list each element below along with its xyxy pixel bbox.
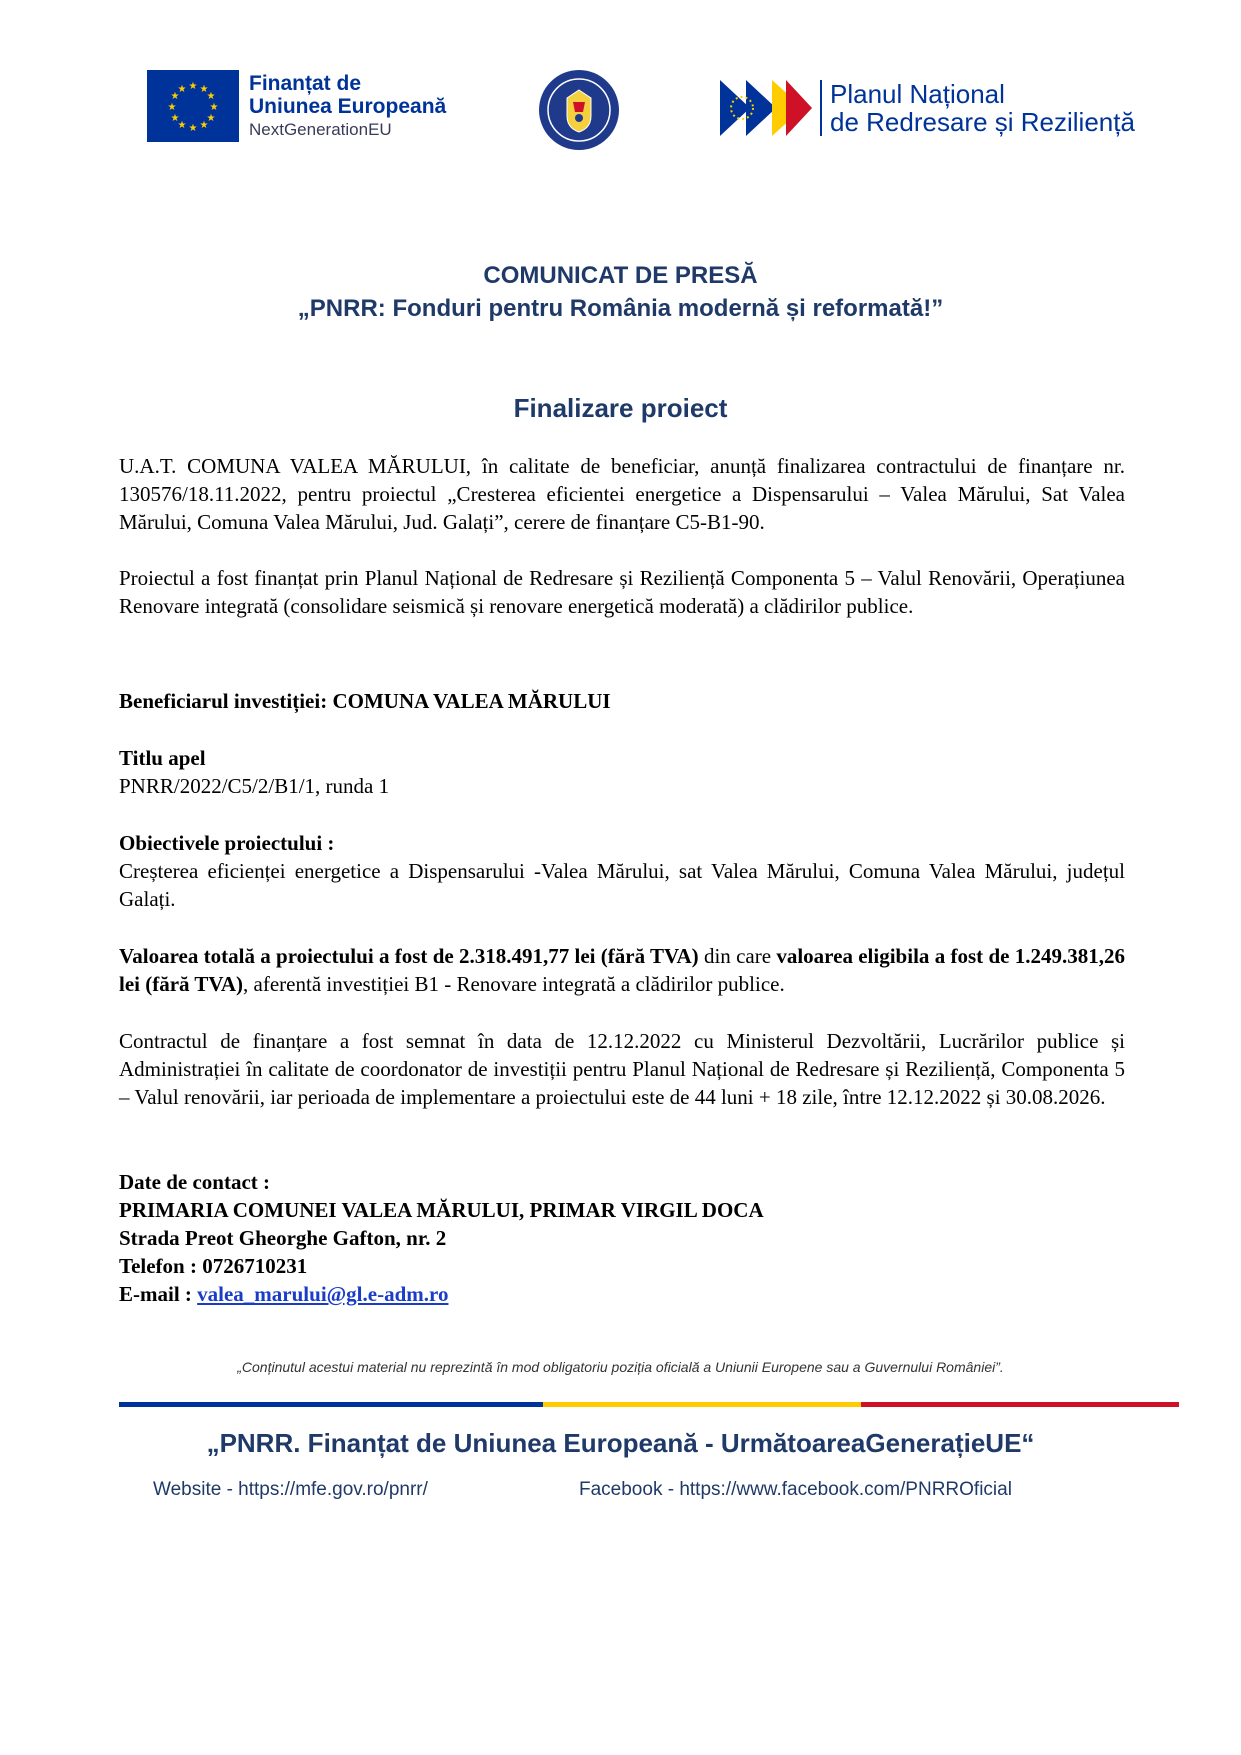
svg-text:★: ★ xyxy=(177,84,187,95)
footer-title: „PNRR. Finanțat de Uniunea Europeană - UrmătoareaGenerațieUE“ xyxy=(206,1428,1035,1458)
contract-paragraph: Contractul de finanțare a fost semnat în data de 12.12.2022 cu Ministerul Dezvoltării, Lucrărilor publice și Administrației în calitate de coordonator de investiții pentru Planul Național de Redresare și Reziliență, Componenta 5 – Valul renovării, iar perioada de implementare a proiectului este de 44 luni + 18 zile, între 12.12.2022 și 30.08.2026. xyxy=(119,1029,1125,1109)
svg-text:★: ★ xyxy=(170,91,180,102)
svg-text:★: ★ xyxy=(209,102,219,113)
svg-text:★: ★ xyxy=(199,84,209,95)
contact-institution: PRIMARIA COMUNEI VALEA MĂRULUI, PRIMAR VIRGIL DOCA xyxy=(119,1198,764,1222)
government-seal-icon xyxy=(537,68,621,152)
eu-logo-line1: Finanțat de xyxy=(249,71,362,95)
footer-facebook-link[interactable]: Facebook - https://www.facebook.com/PNRROficial xyxy=(579,1479,1012,1500)
call-label: Titlu apel xyxy=(119,746,206,770)
svg-text:★: ★ xyxy=(206,113,216,124)
svg-text:★: ★ xyxy=(206,91,216,102)
eu-logo-line3: NextGenerationEU xyxy=(249,119,392,139)
contact-email-line xyxy=(119,1280,1125,1308)
eu-flag-icon xyxy=(147,70,239,142)
svg-text:★: ★ xyxy=(199,120,209,131)
value-connector: din care xyxy=(698,944,777,968)
footer-color-stripe xyxy=(119,1402,1179,1407)
pnrr-arrow-icon xyxy=(720,76,812,140)
intro-paragraph: U.A.T. COMUNA VALEA MĂRULUI, în calitate de beneficiar, anunță finalizarea contractului de finanțare nr. 130576/18.11.2022, pentru proiectul „Cresterea eficientei energetice a Dispensarului – Valea Mărului, Sat Valea Mărului, Comuna Valea Mărului, Jud. Galați”, cerere de finanțare C5-B1-90. xyxy=(119,454,1125,534)
svg-text:★: ★ xyxy=(188,123,198,134)
contact-label: Date de contact : xyxy=(119,1170,271,1194)
beneficiary-line: Beneficiarul investiției: COMUNA VALEA MĂRULUI xyxy=(119,689,611,713)
eu-logo-line2: Uniunea Europeană xyxy=(249,94,447,118)
contact-phone: Telefon : 0726710231 xyxy=(119,1254,308,1278)
objectives-value: Creșterea eficienței energetice a Dispensarului -Valea Mărului, sat Valea Mărului, Comuna Valea Mărului, județul Galați. xyxy=(119,859,1125,911)
pnrr-logo-line2: de Redresare și Reziliență xyxy=(830,107,1135,137)
press-release-title: COMUNICAT DE PRESĂ xyxy=(483,262,758,289)
eligible-value: valoarea eligibila a fost de 1.249.381,26 lei (fără TVA) xyxy=(119,944,1125,996)
total-value: Valoarea totală a proiectului a fost de 2.318.491,77 lei (fără TVA) xyxy=(119,944,699,968)
pnrr-logo xyxy=(720,76,1135,140)
slogan-title: „PNRR: Fonduri pentru România modernă și reformată!” xyxy=(297,295,944,322)
footer-website-link[interactable]: Website - https://mfe.gov.ro/pnrr/ xyxy=(153,1479,428,1500)
project-value-paragraph xyxy=(119,942,1125,998)
objectives-label: Obiectivele proiectului : xyxy=(119,831,335,855)
section-title: Finalizare proiect xyxy=(513,393,728,423)
funding-paragraph: Proiectul a fost finanțat prin Planul Național de Redresare și Reziliență Componenta 5 – Valul Renovării, Operațiunea Renovare integrată (consolidare seismică și renovare energetică moderată) a clădirilor publice. xyxy=(119,566,1125,618)
pnrr-logo-line1: Planul Național xyxy=(830,79,1005,109)
contact-address: Strada Preot Gheorghe Gafton, nr. 2 xyxy=(119,1226,447,1250)
svg-text:★: ★ xyxy=(188,81,198,92)
email-link[interactable]: valea_marului@gl.e-adm.ro xyxy=(197,1282,449,1306)
footer-disclaimer: „Conținutul acestui material nu reprezintă în mod obligatoriu poziția oficială a Uniunii Europene sau a Guvernului României”. xyxy=(237,1359,1004,1375)
svg-text:★: ★ xyxy=(177,120,187,131)
eu-funding-logo xyxy=(147,70,446,142)
svg-text:★: ★ xyxy=(167,102,177,113)
value-investment: , aferentă investiției B1 - Renovare integrată a clădirilor publice. xyxy=(243,972,785,996)
svg-text:★: ★ xyxy=(170,113,180,124)
call-value: PNRR/2022/C5/2/B1/1, runda 1 xyxy=(119,774,390,798)
email-label: E-mail : xyxy=(119,1282,198,1306)
